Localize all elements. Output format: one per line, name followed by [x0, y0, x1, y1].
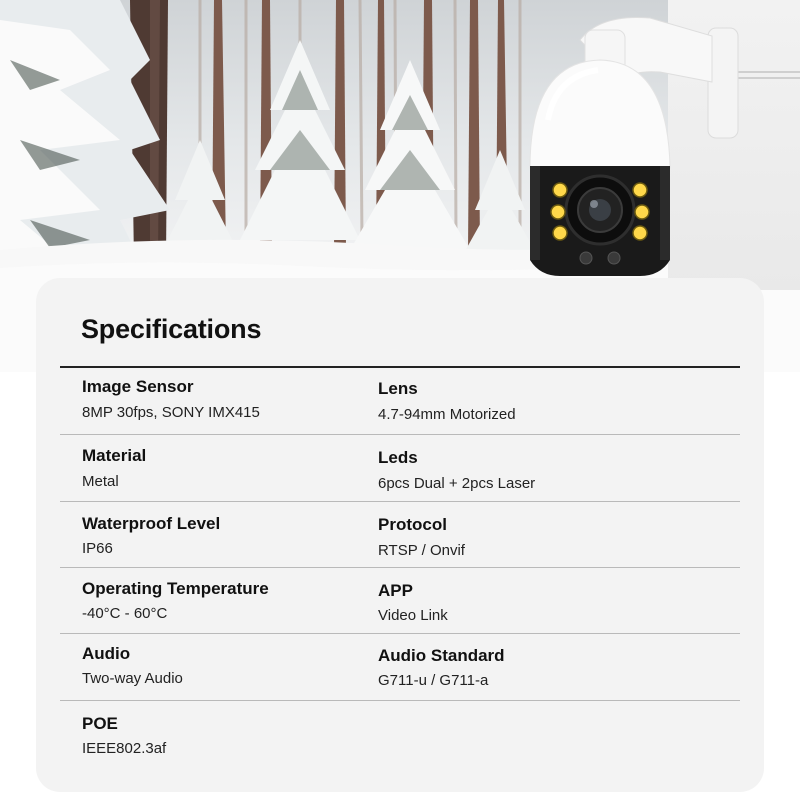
row-divider	[60, 567, 740, 568]
specifications-title: Specifications	[81, 314, 262, 344]
spec-value-app: Video Link	[378, 607, 448, 624]
row-divider	[60, 633, 740, 634]
spec-label-audio: Audio	[82, 644, 131, 663]
title-divider	[60, 366, 740, 368]
row-divider	[60, 501, 740, 502]
spec-label-material: Material	[82, 446, 147, 465]
spec-label-poe: POE	[82, 714, 118, 733]
row-divider	[60, 700, 740, 701]
spec-label-operating-temperature: Operating Temperature	[82, 579, 269, 598]
spec-value-protocol: RTSP / Onvif	[378, 542, 465, 559]
spec-value-material: Metal	[82, 473, 119, 490]
spec-value-image-sensor: 8MP 30fps, SONY IMX415	[82, 404, 260, 421]
spec-label-image-sensor: Image Sensor	[82, 377, 194, 396]
spec-label-waterproof-level: Waterproof Level	[82, 514, 221, 533]
specifications-card	[36, 278, 764, 792]
spec-value-audio-standard: G711-u / G711-a	[378, 672, 489, 689]
spec-label-lens: Lens	[378, 379, 418, 398]
spec-label-audio-standard: Audio Standard	[378, 646, 505, 665]
spec-value-leds: 6pcs Dual + 2pcs Laser	[378, 475, 536, 492]
spec-label-protocol: Protocol	[378, 515, 447, 534]
spec-value-poe: IEEE802.3af	[82, 740, 167, 757]
spec-label-app: APP	[378, 581, 413, 600]
row-divider	[60, 434, 740, 435]
spec-value-operating-temperature: -40°C - 60°C	[82, 605, 168, 622]
spec-value-lens: 4.7-94mm Motorized	[378, 406, 516, 423]
spec-value-audio: Two-way Audio	[82, 670, 183, 687]
spec-value-waterproof-level: IP66	[82, 540, 113, 557]
spec-label-leds: Leds	[378, 448, 418, 467]
